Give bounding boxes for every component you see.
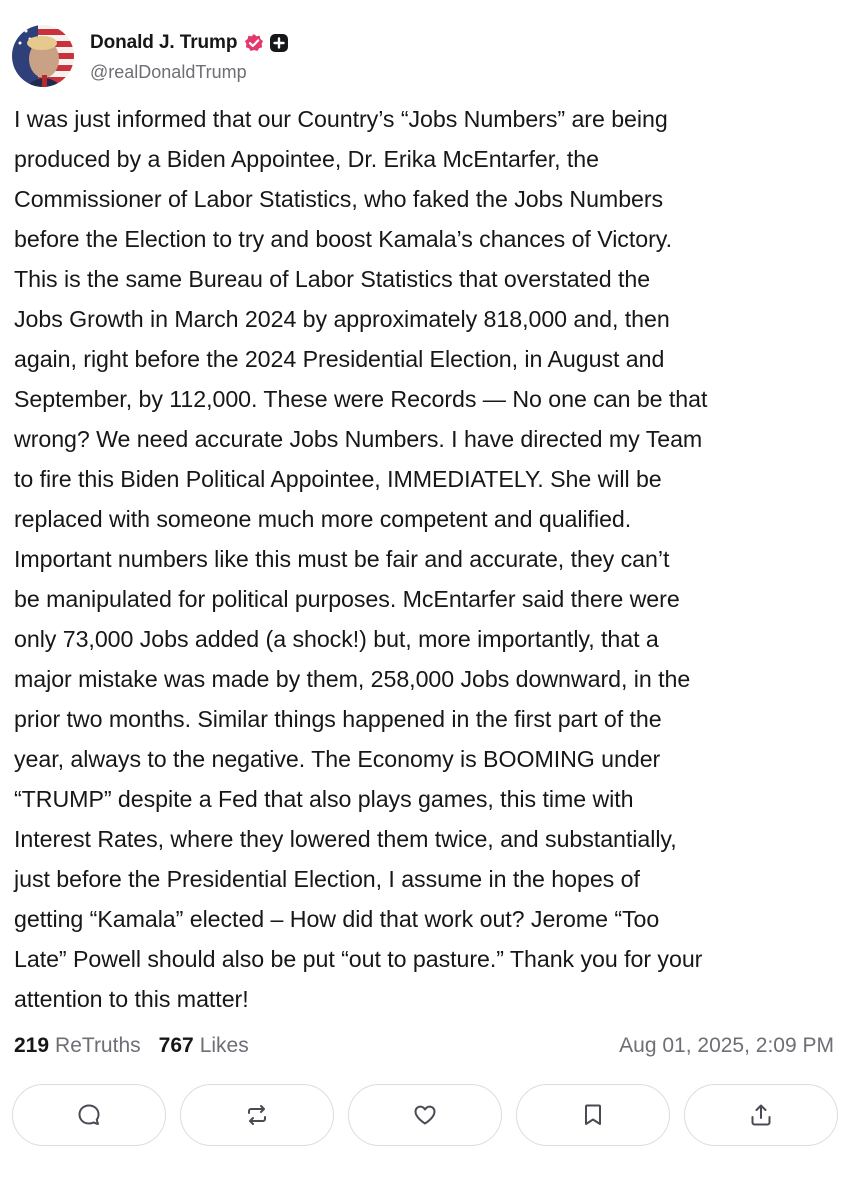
share-icon (748, 1102, 774, 1128)
post-text-line: “TRUMP” despite a Fed that also plays games, this time with (14, 786, 634, 812)
bookmark-icon (580, 1102, 606, 1128)
comment-icon (76, 1102, 102, 1128)
handle[interactable]: @realDonaldTrump (90, 61, 247, 82)
post-text-line: major mistake was made by them, 258,000 Jobs downward, in the (14, 666, 691, 692)
retruths-stat[interactable] (14, 1034, 141, 1058)
post-text (14, 99, 846, 1019)
display-name[interactable]: Donald J. Trump (90, 31, 238, 53)
name-row (90, 30, 289, 56)
likes-count: 767 (158, 1034, 194, 1057)
bookmark-button[interactable] (516, 1084, 670, 1146)
plus-square-icon (269, 33, 289, 53)
post-text-line: I was just informed that our Country’s “Jobs Numbers” are being (14, 106, 668, 132)
post-text-line: Important numbers like this must be fair and accurate, they can’t (14, 546, 670, 572)
post-text-line: to fire this Biden Political Appointee, IMMEDIATELY. She will be (14, 466, 662, 492)
repost-icon (244, 1102, 270, 1128)
post-text-line: This is the same Bureau of Labor Statistics that overstated the (14, 266, 651, 292)
post-text-line: wrong? We need accurate Jobs Numbers. I have directed my Team (14, 426, 703, 452)
post-text-line: September, by 112,000. These were Records — No one can be that (14, 386, 708, 412)
share-button[interactable] (684, 1084, 838, 1146)
post-text-line: replaced with someone much more competent and qualified. (14, 506, 632, 532)
retruths-label: ReTruths (55, 1034, 141, 1057)
post-text-line: Interest Rates, where they lowered them twice, and substantially, (14, 826, 677, 852)
action-bar (12, 1084, 838, 1146)
post-text-line: produced by a Biden Appointee, Dr. Erika McEntarfer, the (14, 146, 599, 172)
post-text-line: before the Election to try and boost Kamala’s chances of Victory. (14, 226, 672, 252)
post-text-line: again, right before the 2024 Presidential Election, in August and (14, 346, 665, 372)
post-text-line: getting “Kamala” elected – How did that work out? Jerome “Too (14, 906, 660, 932)
retruths-count: 219 (14, 1034, 50, 1057)
reply-button[interactable] (12, 1084, 166, 1146)
retruth-button[interactable] (180, 1084, 334, 1146)
likes-label: Likes (199, 1034, 249, 1057)
post-text-line: Jobs Growth in March 2024 by approximately 818,000 and, then (14, 306, 670, 332)
post-text-line: only 73,000 Jobs added (a shock!) but, more importantly, that a (14, 626, 659, 652)
post-text-line: attention to this matter! (14, 986, 249, 1012)
post-text-line: just before the Presidential Election, I assume in the hopes of (14, 866, 640, 892)
author-names (90, 30, 289, 83)
like-button[interactable] (348, 1084, 502, 1146)
avatar[interactable] (12, 25, 74, 87)
post-header (12, 24, 289, 88)
heart-icon (412, 1102, 438, 1128)
post-text-line: year, always to the negative. The Economy is BOOMING under (14, 746, 661, 772)
post-stats (14, 1030, 834, 1062)
post-text-line: be manipulated for political purposes. McEntarfer said there were (14, 586, 680, 612)
timestamp: Aug 01, 2025, 2:09 PM (619, 1034, 834, 1057)
post-text-line: prior two months. Similar things happened in the first part of the (14, 706, 662, 732)
verified-badge-icon (244, 33, 264, 53)
post-text-line: Late” Powell should also be put “out to pasture.” Thank you for your (14, 946, 703, 972)
likes-stat[interactable] (159, 1034, 249, 1058)
post-text-line: Commissioner of Labor Statistics, who faked the Jobs Numbers (14, 186, 664, 212)
